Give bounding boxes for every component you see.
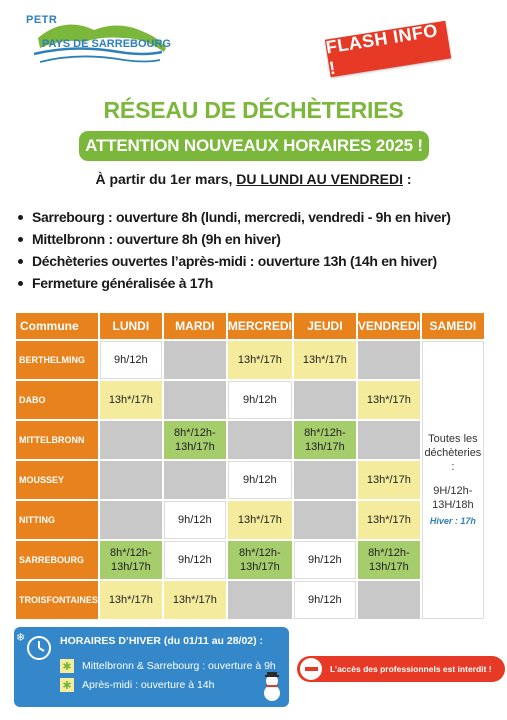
header-vendredi: VENDREDI [358, 313, 420, 339]
table-row [16, 541, 484, 579]
winter-item-text: Mittelbronn & Sarrebourg : ouverture à 9h [82, 660, 276, 672]
snowman-icon [260, 671, 284, 703]
samedi-cell [422, 341, 484, 619]
schedule-cell: 8h*/12h-13h/17h [164, 421, 226, 459]
winter-hours-box [14, 627, 289, 707]
samedi-line1: Toutes les déchèteries : [424, 433, 482, 473]
header-samedi: SAMEDI [422, 313, 484, 339]
schedule-cell [164, 341, 226, 379]
schedule-cell: 8h*/12h-13h/17h [294, 421, 356, 459]
subtitle-prefix: À partir du 1er mars, [95, 171, 237, 187]
table-row [16, 341, 484, 379]
schedule-cell: 13h*/17h [358, 461, 420, 499]
schedule-cell: 13h*/17h [358, 501, 420, 539]
commune-name: BERTHELMING [16, 341, 98, 379]
schedule-cell [358, 341, 420, 379]
schedule-cell [100, 501, 162, 539]
schedule-cell [358, 421, 420, 459]
list-item [60, 677, 214, 693]
schedule-cell [164, 461, 226, 499]
commune-name: MOUSSEY [16, 461, 98, 499]
pro-access-banner [297, 656, 505, 682]
schedule-cell: 13h*/17h [100, 581, 162, 619]
schedule-cell: 8h*/12h-13h/17h [228, 541, 292, 579]
info-list [18, 206, 498, 294]
table-row [16, 461, 484, 499]
commune-name: TROISFONTAINES [16, 581, 98, 619]
header-mardi: MARDI [164, 313, 226, 339]
samedi-hiver: Hiver : 17h [429, 516, 476, 526]
table-header-row [16, 313, 484, 339]
subtitle [0, 171, 507, 187]
schedule-cell [228, 581, 292, 619]
schedule-table [14, 311, 486, 621]
schedule-cell: 9h/12h [164, 501, 226, 539]
schedule-cell: 8h*/12h-13h/17h [100, 541, 162, 579]
table-row [16, 421, 484, 459]
schedule-cell: 9h/12h [164, 541, 226, 579]
header-lundi: LUNDI [100, 313, 162, 339]
commune-name: NITTING [16, 501, 98, 539]
schedule-cell: 13h*/17h [228, 501, 292, 539]
schedule-cell: 9h/12h [228, 461, 292, 499]
list-item: Sarrebourg : ouverture 8h (lundi, mercredi, vendredi - 9h en hiver) [18, 206, 498, 228]
schedule-cell: 9h/12h [228, 381, 292, 419]
logo-name-text: PAYS DE SARREBOURG [42, 38, 171, 50]
schedule-cell: 9h/12h [294, 581, 356, 619]
snowflake-icon: ❄ [16, 631, 26, 644]
commune-name: MITTELBRONN [16, 421, 98, 459]
winter-hours-title: HORAIRES D’HIVER (du 01/11 au 28/02) : [60, 635, 264, 647]
schedule-cell: 8h*/12h-13h/17h [358, 541, 420, 579]
schedule-cell: 13h*/17h [358, 381, 420, 419]
schedule-cell: 13h*/17h [164, 581, 226, 619]
schedule-cell: 13h*/17h [294, 341, 356, 379]
schedule-cell: 13h*/17h [100, 381, 162, 419]
schedule-cell: 9h/12h [294, 541, 356, 579]
schedule-cell [100, 461, 162, 499]
flash-info-badge: FLASH INFO ! [325, 21, 451, 78]
table-row [16, 381, 484, 419]
clock-icon [26, 635, 52, 661]
winter-item-text: Après-midi : ouverture à 14h [82, 679, 215, 691]
attention-banner: ATTENTION NOUVEAUX HORAIRES 2025 ! [79, 131, 429, 161]
schedule-cell [100, 421, 162, 459]
petr-logo [24, 8, 174, 74]
schedule-cell [358, 581, 420, 619]
list-item [60, 658, 276, 674]
schedule-cell: 9h/12h [100, 341, 162, 379]
commune-name: DABO [16, 381, 98, 419]
table-row [16, 581, 484, 619]
snowflake-icon: ✱ [60, 678, 74, 692]
schedule-cell [228, 421, 292, 459]
list-item: Fermeture généralisée à 17h [18, 272, 498, 294]
list-item: Mittelbronn : ouverture 8h (9h en hiver) [18, 228, 498, 250]
schedule-cell: 13h*/17h [228, 341, 292, 379]
list-item: Déchèteries ouvertes l’après-midi : ouverture 13h (14h en hiver) [18, 250, 498, 272]
snowflake-icon: ✱ [60, 659, 74, 673]
header-commune: Commune [16, 313, 98, 339]
no-entry-icon [300, 658, 322, 680]
page-title: RÉSEAU DE DÉCHÈTERIES [103, 97, 404, 123]
commune-name: SARREBOURG [16, 541, 98, 579]
pro-access-text: L’accès des professionnels est interdit ! [330, 664, 492, 674]
subtitle-suffix: : [402, 171, 412, 187]
schedule-cell [294, 461, 356, 499]
header-jeudi: JEUDI [294, 313, 356, 339]
header-mercredi: MERCREDI [228, 313, 292, 339]
schedule-cell [294, 501, 356, 539]
subtitle-emphasis: DU LUNDI AU VENDREDI [236, 171, 403, 187]
logo-petr-text: PETR [26, 14, 58, 26]
samedi-line2: 9H/12h-13H/18h [432, 485, 474, 511]
table-row [16, 501, 484, 539]
schedule-cell [164, 381, 226, 419]
schedule-cell [294, 381, 356, 419]
